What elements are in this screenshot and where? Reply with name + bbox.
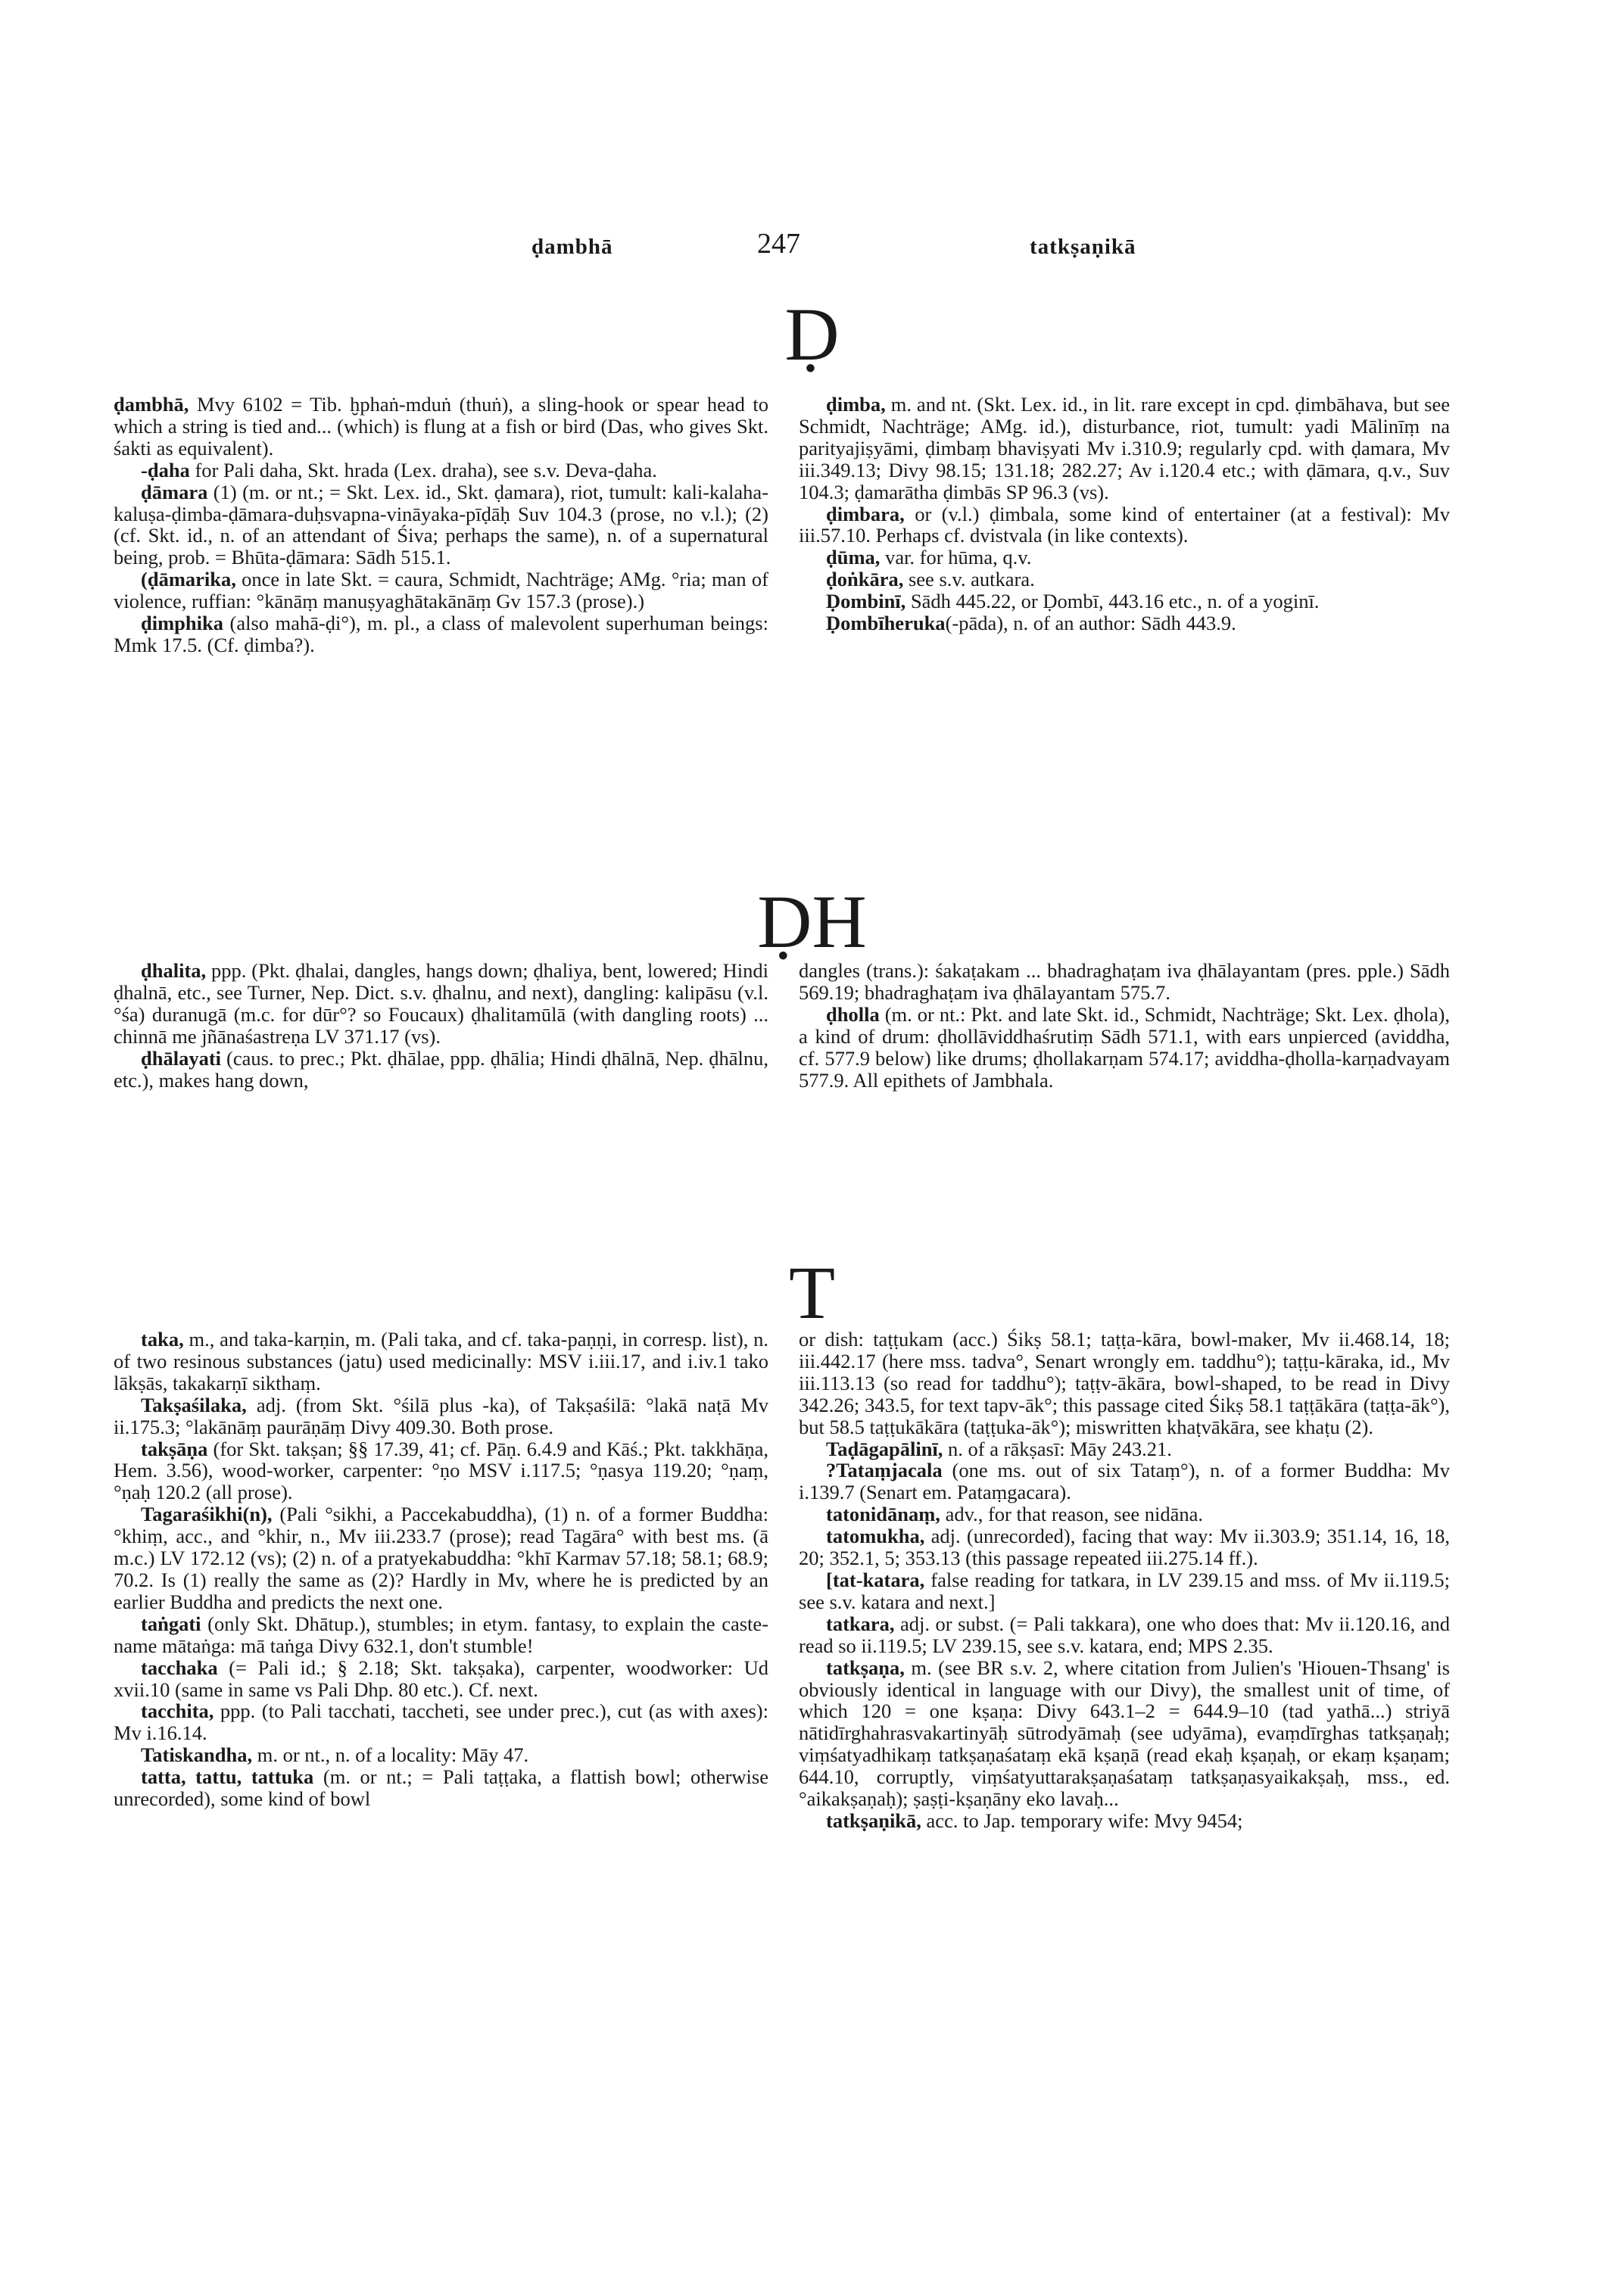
- entry: tatta, tattu, tattuka (m. or nt.; = Pali taṭṭaka, a flattish bowl; otherwise unrecorded), some kind of bowl: [114, 1765, 768, 1811]
- entry: ḍoṅkāra, see s.v. autkara.: [826, 568, 1035, 591]
- entry: ḍūma, var. for hūma, q.v.: [826, 546, 1032, 569]
- entry: -ḍaha for Pali daha, Skt. hrada (Lex. draha), see s.v. Deva-ḍaha.: [141, 458, 657, 481]
- entry: (ḍāmarika, once in late Skt. = caura, Schmidt, Nachträge; AMg. °ria; man of violence, ruffian: °kānāṃ manuṣyaghātakānāṃ Gv 157.3 (prose).): [114, 568, 768, 613]
- entry: [tat-katara, false reading for tatkara, in LV 239.15 and mss. of Mv ii.119.5; see s.v. katara and next.]: [799, 1568, 1450, 1613]
- entry: ḍimphika (also mahā-ḍi°), m. pl., a class of malevolent superhuman beings: Mmk 17.5. (Cf. ḍimba?).: [114, 612, 768, 656]
- entry: taka, m., and taka-karṇin, m. (Pali taka, and cf. taka-paṇṇi, in corresp. list), n. of two resinous substances (jatu) used medicinally: MSV i.iii.17, and i.iv.1 tako lākṣās, takakarṇī sikthaṃ.: [114, 1328, 768, 1394]
- t-left-column: [114, 1329, 768, 1810]
- entry: Ḍombinī, Sādh 445.22, or Ḍombī, 443.16 etc., n. of a yoginī.: [826, 590, 1320, 613]
- t-right-column: [799, 1329, 1450, 1832]
- section-letter-dh: ḌH: [757, 880, 867, 964]
- entry: tacchita, ppp. (to Pali tacchati, taccheti, see under prec.), cut (as with axes): Mv i.16.14.: [114, 1699, 768, 1745]
- entry: ḍāmara (1) (m. or nt.; = Skt. Lex. id., Skt. ḍamara), riot, tumult: kali-kalaha-kaluṣa-ḍimba-ḍāmara-duḥsvapna-vināyaka-pīḍāḥ Suv 104.3 (prose, no v.l.); (2) (cf. Skt. id., n. of an attendant of Śiva; perhaps the same), n. of a supernatural being, prob. = Bhūta-ḍāmara: Sādh 515.1.: [114, 480, 768, 569]
- dh-right-column: [799, 960, 1450, 1091]
- running-head-left: ḍambhā: [531, 235, 613, 259]
- entry: Tagaraśikhi(n), (Pali °sikhi, a Paccekabuddha), (1) n. of a former Buddha: °khiṃ, acc., and °khir, n., Mv iii.233.7 (prose); read Tagāra° with best ms. (ā m.c.) LV 172.12 (vs); (2) n. of a pratyekabuddha: °khī Karmav 57.18; 58.1; 68.9; 70.2. Is (1) really the same as (2)? Hardly in Mv, where he is predicted by an earlier Buddha and predicts the next one.: [114, 1503, 768, 1613]
- entry: tacchaka (= Pali id.; § 2.18; Skt. takṣaka), carpenter, woodworker: Ud xvii.10 (same in same vs Pali Dhp. 80 etc.). Cf. next.: [114, 1656, 768, 1701]
- page-number: 247: [757, 228, 800, 260]
- entry: Ḍombīheruka(-pāda), n. of an author: Sādh 443.9.: [826, 612, 1236, 635]
- entry: ḍimbara, or (v.l.) ḍimbala, some kind of entertainer (at a festival): Mv iii.57.10. Perhaps cf. dvistvala (in like contexts).: [799, 502, 1450, 547]
- entry: Tatiskandha, m. or nt., n. of a locality: Māy 47.: [141, 1743, 529, 1767]
- entry: tatkara, adj. or subst. (= Pali takkara), one who does that: Mv ii.120.16, and read so ii.119.5; LV 239.15, see s.v. katara, end; MPS 2.35.: [799, 1612, 1450, 1657]
- entry: Takṣaśilaka, adj. (from Skt. °śilā plus -ka), of Takṣaśilā: °lakā naṭā Mv ii.175.3; °lakānāṃ paurāṇāṃ Divy 409.30. Both prose.: [114, 1393, 768, 1438]
- running-head-right: tatkṣaṇikā: [1030, 235, 1136, 259]
- section-letter-d: Ḍ: [784, 292, 840, 376]
- entry: ḍhālayati (caus. to prec.; Pkt. ḍhālae, ppp. ḍhālia; Hindi ḍhālnā, Nep. ḍhālnu, etc.), makes hang down,: [114, 1046, 768, 1092]
- dh-left-column: [114, 960, 768, 1091]
- entry: Taḍāgapālinī, n. of a rākṣasī: Māy 243.21.: [826, 1437, 1172, 1460]
- d-left-column: [114, 394, 768, 656]
- entry: ḍholla (m. or nt.: Pkt. and late Skt. id., Schmidt, Nachträge; Skt. Lex. ḍhola), a kind of drum: ḍhollāviddhaśrutiṃ Sādh 571.1, with ears unpierced (aviddha, cf. 577.9 below) like drums; ḍhollakarṇam 574.17; aviddha-ḍholla-karṇadvayam 577.9. All epithets of Jambhala.: [799, 1002, 1450, 1092]
- entry: ḍimba, m. and nt. (Skt. Lex. id., in lit. rare except in cpd. ḍimbāhava, but see Schmidt, Nachträge; AMg. id.), disturbance, riot, tumult: yadi Mālinīṃ na parityajiṣyāmi, ḍimbaṃ bhaviṣyati Mv i.310.9; regularly cpd. with ḍamara, Mv iii.349.13; Divy 98.15; 131.18; 282.27; Av i.120.4 etc.; with ḍāmara, q.v., Suv 104.3; ḍamarātha ḍimbās SP 96.3 (vs).: [799, 393, 1450, 503]
- entry: tatkṣaṇa, m. (see BR s.v. 2, where citation from Julien's 'Hiouen-Thsang' is obviously identical in language with our Divy), the smallest unit of time, of which 120 = one kṣaṇa: Divy 643.1–2 = 644.9–10 (tad yathā...) striyā nātidīrghahrasvakartinyāḥ sūtrodyāmaḥ (see udyāma), evaṃdīrghas tatkṣaṇaḥ; viṃśatyadhikaṃ tatkṣaṇaśataṃ ekā kṣaṇā (read ekaḥ kṣaṇaḥ, or ekaṃ kṣaṇam; 644.10, corruptly, viṃśatyuttarakṣaṇaśataṃ tatkṣaṇasyaikakṣaḥ, mss., ed. °aikakṣaṇaḥ); ṣaṣṭi-kṣaṇāny eko lavaḥ...: [799, 1656, 1450, 1811]
- entry: taṅgati (only Skt. Dhātup.), stumbles; in etym. fantasy, to explain the caste-name mātaṅga: mā taṅga Divy 632.1, don't stumble!: [114, 1612, 768, 1657]
- section-letter-t: T: [788, 1251, 836, 1335]
- entry: dangles (trans.): śakaṭakam ... bhadraghaṭam iva ḍhālayantam (pres. pple.) Sādh 569.19; bhadraghaṭam iva ḍhālayantam 575.7.: [799, 959, 1450, 1004]
- entry: tatomukha, adj. (unrecorded), facing that way: Mv ii.303.9; 351.14, 16, 18, 20; 352.1, 5; 353.13 (this passage repeated iii.275.14 ff.).: [799, 1525, 1450, 1570]
- entry: or dish: taṭṭukam (acc.) Śikṣ 58.1; taṭṭa-kāra, bowl-maker, Mv ii.468.14, 18; iii.442.17 (here mss. tadva°, Senart wrongly em. taddhu°); taṭṭu-kāraka, id., Mv iii.113.13 (so read for taddhu°); taṭṭv-ākāra, bowl-shaped, to be read in Divy 342.26; 343.5, for text tapv-āk°; this passage cited Śikṣ 58.1 taṭṭākāra (taṭṭa-āk°), but 58.5 taṭṭukākāra (taṭṭuka-āk°); miswritten khaṭvākāra, see khaṭu (2).: [799, 1328, 1450, 1438]
- entry: tatonidānaṃ, adv., for that reason, see nidāna.: [826, 1503, 1203, 1526]
- entry: takṣāṇa (for Skt. takṣan; §§ 17.39, 41; cf. Pāṇ. 6.4.9 and Kāś.; Pkt. takkhāṇa, Hem. 3.56), wood-worker, carpenter: °ṇo MSV i.117.5; °ṇasya 119.20; °ṇaṃ, °ṇaḥ 120.2 (all prose).: [114, 1437, 768, 1504]
- entry: ḍambhā, Mvy 6102 = Tib. ḫphaṅ-mduṅ (thuṅ), a sling-hook or spear head to which a string is tied and... (which) is flung at a fish or bird (Das, who gives Skt. śakti as equivalent).: [114, 393, 768, 460]
- d-right-column: [799, 394, 1450, 634]
- entry: ḍhalita, ppp. (Pkt. ḍhalai, dangles, hangs down; ḍhaliya, bent, lowered; Hindi ḍhalnā, etc., see Turner, Nep. Dict. s.v. ḍhalnu, and next), dangling: kalipāsu (v.l. °śa) duranugā (m.c. for dūr°? so Foucaux) ḍhalitamūlā (with dangling roots) ... chinnā me jñānaśastreṇa LV 371.17 (vs).: [114, 959, 768, 1048]
- entry: ?Tataṃjacala (one ms. out of six Tataṃ°), n. of a former Buddha: Mv i.139.7 (Senart em. Pataṃgacara).: [799, 1459, 1450, 1504]
- entry: tatkṣaṇikā, acc. to Jap. temporary wife: Mvy 9454;: [826, 1809, 1243, 1832]
